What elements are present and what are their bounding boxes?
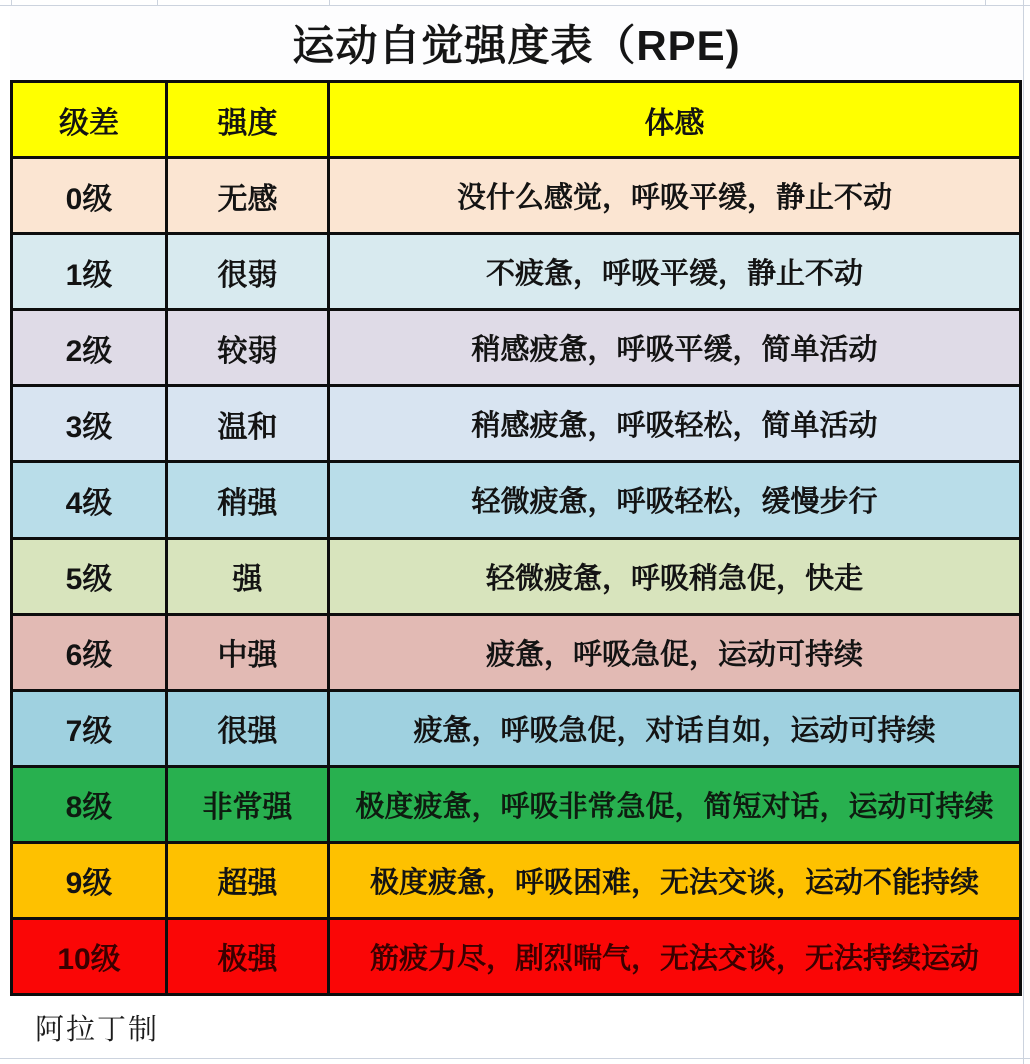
table-cell-level: 9级 xyxy=(13,844,165,917)
table-cell-level: 6级 xyxy=(13,616,165,689)
table-cell-level: 0级 xyxy=(13,159,165,232)
table-cell-level: 7级 xyxy=(13,692,165,765)
table-cell-intensity: 中强 xyxy=(168,616,327,689)
table-cell-feeling: 稍感疲惫，呼吸轻松，简单活动 xyxy=(330,387,1019,460)
column-header-intensity: 强度 xyxy=(168,83,327,156)
table-cell-level: 3级 xyxy=(13,387,165,460)
footer-row xyxy=(10,996,1022,1058)
table-cell-intensity: 稍强 xyxy=(168,463,327,536)
table-cell-feeling: 极度疲惫，呼吸困难，无法交谈，运动不能持续 xyxy=(330,844,1019,917)
table-cell-feeling: 不疲惫，呼吸平缓，静止不动 xyxy=(330,235,1019,308)
table-cell-intensity: 无感 xyxy=(168,159,327,232)
table-cell-intensity: 很弱 xyxy=(168,235,327,308)
table-cell-feeling: 疲惫，呼吸急促，运动可持续 xyxy=(330,616,1019,689)
title-row xyxy=(10,6,1023,80)
sheet-gridline-right xyxy=(1023,0,1024,1064)
table-cell-level: 2级 xyxy=(13,311,165,384)
table-cell-level: 8级 xyxy=(13,768,165,841)
table-cell-feeling: 稍感疲惫，呼吸平缓，简单活动 xyxy=(330,311,1019,384)
table-cell-level: 1级 xyxy=(13,235,165,308)
table-cell-feeling: 没什么感觉，呼吸平缓，静止不动 xyxy=(330,159,1019,232)
table-cell-level: 5级 xyxy=(13,540,165,613)
table-cell-level: 4级 xyxy=(13,463,165,536)
table-cell-intensity: 很强 xyxy=(168,692,327,765)
sheet-gridline-bottom xyxy=(0,1058,1030,1059)
page-title: 运动自觉强度表（RPE) xyxy=(292,22,741,69)
table-cell-feeling: 轻微疲惫，呼吸轻松，缓慢步行 xyxy=(330,463,1019,536)
table-cell-intensity: 强 xyxy=(168,540,327,613)
table-cell-feeling: 轻微疲惫，呼吸稍急促，快走 xyxy=(330,540,1019,613)
table-cell-intensity: 非常强 xyxy=(168,768,327,841)
column-header-level: 级差 xyxy=(13,83,165,156)
table-cell-intensity: 极强 xyxy=(168,920,327,993)
table-cell-feeling: 极度疲惫，呼吸非常急促，简短对话，运动可持续 xyxy=(330,768,1019,841)
rpe-table xyxy=(10,80,1022,996)
table-cell-level: 10级 xyxy=(13,920,165,993)
credit-note: 阿拉丁制 xyxy=(35,1013,160,1046)
column-header-feeling: 体感 xyxy=(330,83,1019,156)
table-cell-feeling: 筋疲力尽，剧烈喘气，无法交谈，无法持续运动 xyxy=(330,920,1019,993)
table-cell-intensity: 较弱 xyxy=(168,311,327,384)
table-cell-feeling: 疲惫，呼吸急促，对话自如，运动可持续 xyxy=(330,692,1019,765)
table-cell-intensity: 超强 xyxy=(168,844,327,917)
table-cell-intensity: 温和 xyxy=(168,387,327,460)
